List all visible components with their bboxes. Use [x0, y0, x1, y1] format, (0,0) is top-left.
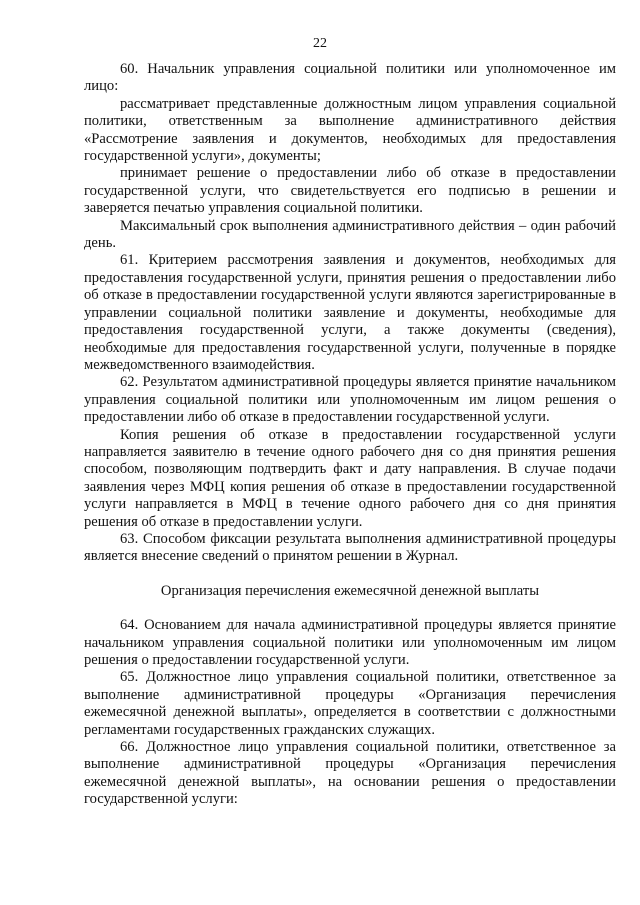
paragraph-60-decision: принимает решение о предоставлении либо об отказе в предоставлении государственной услуги, что свидетельствуется его подписью в решении и заверяется печатью управления социальной политики.: [84, 165, 616, 217]
paragraph-60: 60. Начальник управления социальной политики или уполномоченное им лицо:: [84, 61, 616, 95]
paragraph-60-deadline: Максимальный срок выполнения административного действия – один рабочий день.: [84, 217, 616, 252]
page-number: 22: [313, 36, 327, 51]
paragraph-62: 62. Результатом административной процедуры является принятие начальником управления социальной политики или уполномоченным им лицом решения о предоставлении либо об отказе в предоставлении государственной услуги.: [84, 374, 616, 426]
paragraph-61: 61. Критерием рассмотрения заявления и документов, необходимых для предоставления государственной услуги, принятия решения о предоставлении либо об отказе в предоставлении государственной услуги являются зарегистрированные в управлении социальной политики заявление и документы, необходимые для предоставления государственной услуги, а также документы (сведения), необходимые для предоставления государственной услуги, полученные в порядке межведомственного взаимодействия.: [84, 252, 616, 373]
document-body: [84, 61, 616, 809]
paragraph-63: 63. Способом фиксации результата выполнения административной процедуры является внесение сведений о принятом решении в Журнал.: [84, 530, 616, 565]
section-heading: Организация перечисления ежемесячной денежной выплаты: [160, 582, 540, 599]
paragraph-64: 64. Основанием для начала административной процедуры является принятие начальником управления социальной политики или уполномоченным им лицом решения о предоставлении государственной услуги.: [84, 617, 616, 668]
paragraph-65: 65. Должностное лицо управления социальной политики, ответственное за выполнение административной процедуры «Организация перечисления ежемесячной денежной выплаты», определяется в соответствии с должностными регламентами государственных гражданских служащих.: [84, 669, 616, 738]
paragraph-66: 66. Должностное лицо управления социальной политики, ответственное за выполнение административной процедуры «Организация перечисления ежемесячной денежной выплаты», на основании решения о предоставлении государственной услуги:: [84, 739, 616, 808]
paragraph-62-copy: Копия решения об отказе в предоставлении государственной услуги направляется заявителю в течение одного рабочего дня со дня принятия решения способом, позволяющим подтвердить факт и дату направления. В случае подачи заявления через МФЦ копия решения об отказе в предоставлении государственной услуги направляется в МФЦ в течение одного рабочего дня со дня принятия решения об отказе в предоставлении услуги.: [84, 426, 616, 530]
paragraph-60-review: рассматривает представленные должностным лицом управления социальной политики, ответственным за выполнение административного действия «Рассмотрение заявления и документов, необходимых для предоставления государственной услуги», документы;: [84, 95, 616, 165]
